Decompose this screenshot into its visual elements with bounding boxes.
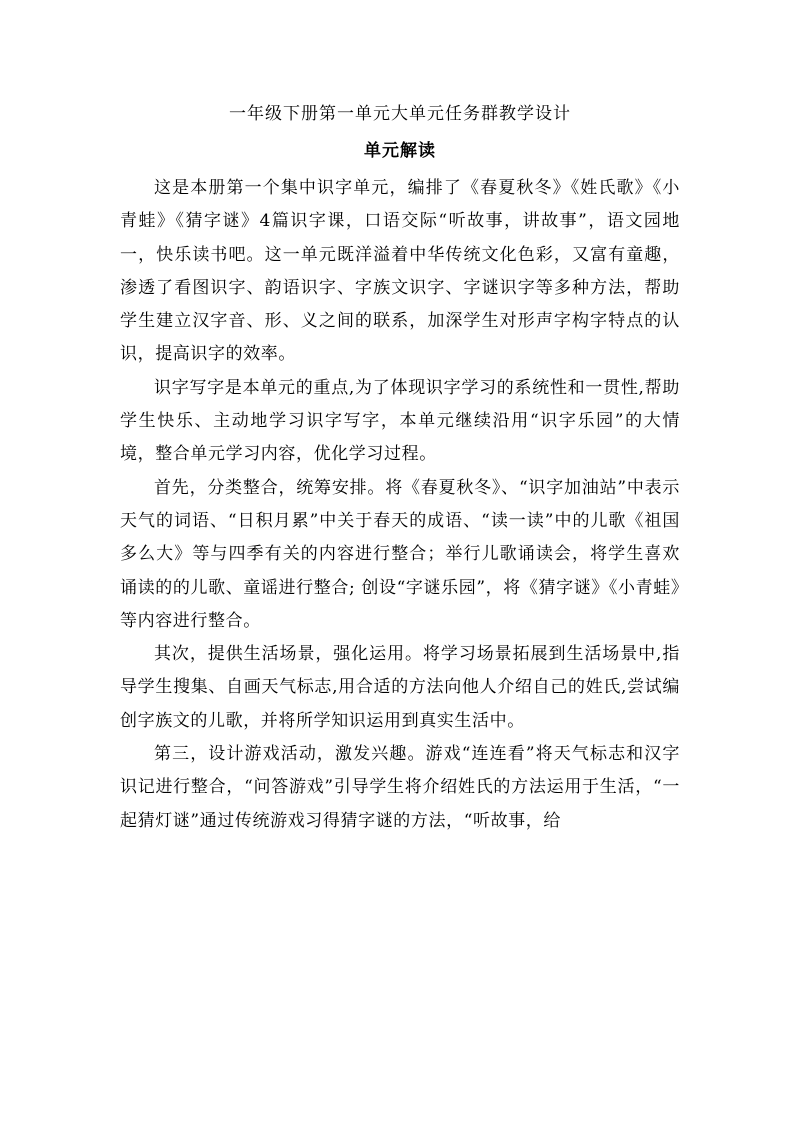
paragraph-third-games: 第三，设计游戏活动，激发兴趣。游戏“连连看”将天气标志和汉字识记进行整合，“问答游戏”引导学生将介绍姓氏的方法运用于生活，“一起猜灯谜”通过传统游戏习得猜字谜的方法，“听故事，给 [120, 744, 680, 831]
paragraph-second-life-scenes: 其次，提供生活场景，强化运用。将学习场景拓展到生活场景中,指导学生搜集、自画天气标志,用合适的方法向他人介绍自己的姓氏,尝试编创字族文的儿歌，并将所学知识运用到真实生活中。 [120, 644, 680, 731]
document-title: 一年级下册第一单元大单元任务群教学设计 [229, 104, 571, 124]
paragraph-first-integration: 首先，分类整合，统筹安排。将《春夏秋冬》、“识字加油站”中表示天气的词语、“日积月累”中关于春天的成语、“读一读”中的儿歌《祖国多么大》等与四季有关的内容进行整合；举行儿歌诵读会，将学生喜欢诵读的的儿歌、童谣进行整合; 创设“字谜乐园”，将《猜字谜》《小青蛙》等内容进行整合。 [120, 477, 680, 631]
document-page [120, 96, 680, 838]
section-heading: 单元解读 [364, 141, 436, 161]
paragraph-unit-overview: 这是本册第一个集中识字单元，编排了《春夏秋冬》《姓氏歌》《小青蛙》《猜字谜》4篇识字课，口语交际“听故事，讲故事”，语文园地一，快乐读书吧。这一单元既洋溢着中华传统文化色彩，又富有童趣，渗透了看图识字、韵语识字、字族文识字、字谜识字等多种方法，帮助学生建立汉字音、形、义之间的联系，加深学生对形声字构字特点的认识，提高识字的效率。 [120, 178, 680, 365]
paragraph-literacy-focus: 识字写字是本单元的重点,为了体现识字学习的系统性和一贯性,帮助学生快乐、主动地学习识字写字，本单元继续沿用“识字乐园”的大情境，整合单元学习内容，优化学习过程。 [120, 377, 680, 465]
